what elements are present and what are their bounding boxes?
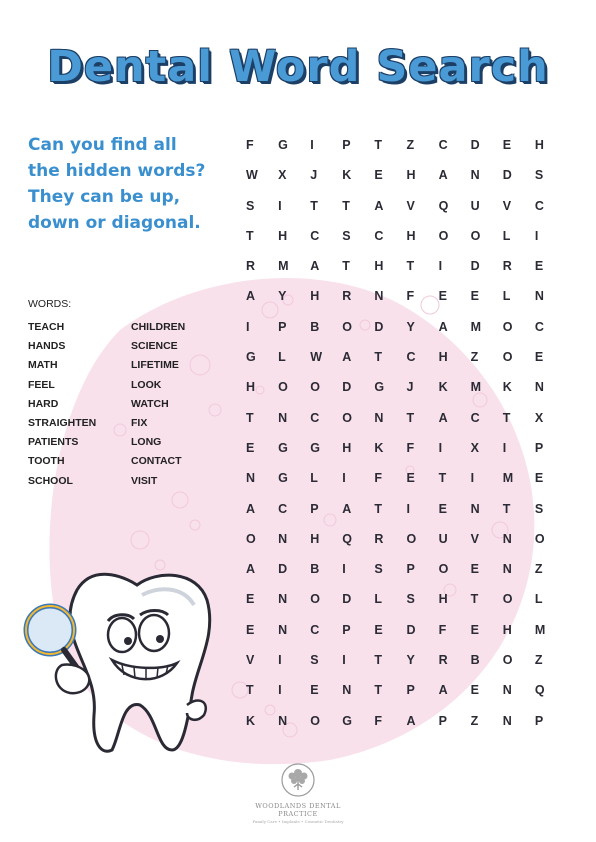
grid-letter: H — [406, 228, 416, 243]
word-list-item: SCHOOL — [28, 474, 73, 487]
grid-letter: F — [438, 622, 447, 637]
grid-letter: R — [246, 259, 256, 274]
grid-letter: N — [278, 410, 288, 425]
word-list-item: CONTACT — [131, 455, 182, 468]
word-list-right — [131, 318, 185, 491]
word-list-item: TOOTH — [28, 455, 65, 468]
grid-letter: O — [278, 380, 288, 395]
grid-letter: M — [534, 622, 546, 637]
grid-letter: K — [342, 168, 352, 183]
grid-letter: X — [278, 168, 287, 183]
grid-letter: H — [406, 168, 416, 183]
grid-letter: O — [470, 228, 481, 243]
grid-letter: T — [470, 592, 479, 607]
grid-letter: Q — [342, 531, 353, 546]
grid-letter: A — [438, 410, 448, 425]
grid-letter: N — [278, 713, 288, 728]
grid-letter: A — [438, 168, 448, 183]
grid-letter: B — [470, 653, 480, 668]
grid-letter: P — [278, 319, 287, 334]
grid-letter: C — [470, 410, 480, 425]
word-list-item: FEEL — [28, 378, 55, 391]
grid-letter: W — [246, 168, 258, 183]
grid-letter: D — [278, 562, 288, 577]
page-title: Dental Word Search — [47, 42, 549, 92]
grid-letter: F — [406, 289, 415, 304]
grid-letter: A — [374, 198, 384, 213]
word-list-item: HANDS — [28, 340, 66, 353]
grid-letter: P — [406, 562, 415, 577]
grid-letter: P — [310, 501, 319, 516]
grid-letter: E — [534, 259, 544, 274]
word-list-item: PATIENTS — [28, 436, 79, 449]
grid-letter: L — [374, 592, 383, 607]
grid-letter: V — [470, 531, 479, 546]
instruction-line: They can be up, — [28, 187, 181, 207]
grid-letter: P — [342, 138, 351, 152]
grid-letter: O — [438, 228, 449, 243]
grid-letter: G — [278, 440, 288, 455]
grid-letter: Q — [534, 683, 545, 698]
grid-letter: E — [374, 168, 383, 183]
grid-letter: W — [310, 350, 322, 365]
grid-letter: O — [246, 531, 256, 546]
grid-letter: E — [502, 138, 512, 152]
grid-letter: N — [374, 289, 384, 304]
grid-letter: S — [406, 592, 415, 607]
grid-letter: X — [470, 440, 479, 455]
grid-letter: T — [310, 198, 318, 213]
grid-letter: A — [438, 319, 448, 334]
word-list-left — [28, 318, 96, 491]
word-list-item: FIX — [131, 417, 148, 430]
grid-letter: I — [534, 228, 539, 243]
grid-letter: C — [374, 228, 384, 243]
grid-letter: Z — [470, 713, 479, 728]
tooth-mascot-illustration — [22, 555, 222, 755]
grid-letter: E — [470, 289, 479, 304]
grid-letter: T — [246, 410, 254, 425]
words-heading: WORDS: — [28, 298, 72, 310]
grid-letter: I — [470, 471, 475, 486]
grid-letter: E — [534, 350, 544, 365]
grid-letter: T — [342, 259, 350, 274]
grid-letter: S — [342, 228, 351, 243]
grid-letter: O — [342, 410, 353, 425]
grid-letter: Z — [406, 138, 415, 152]
word-search-grid — [242, 138, 563, 744]
tree-logo-icon — [280, 762, 316, 798]
grid-letter: D — [406, 622, 416, 637]
grid-letter: J — [406, 380, 414, 395]
word-list-item: MATH — [28, 359, 58, 372]
grid-letter: N — [278, 531, 288, 546]
grid-letter: O — [502, 350, 513, 365]
grid-letter: G — [342, 713, 353, 728]
grid-letter: S — [534, 501, 544, 516]
grid-letter: M — [502, 471, 514, 486]
grid-letter: Z — [470, 350, 479, 365]
word-list-item: VISIT — [131, 474, 158, 487]
grid-letter: E — [470, 562, 479, 577]
grid-letter: T — [246, 683, 254, 698]
grid-letter: F — [374, 713, 383, 728]
grid-letter: E — [246, 622, 255, 637]
grid-letter: G — [246, 350, 256, 365]
grid-letter: S — [246, 198, 255, 213]
grid-letter: O — [502, 653, 513, 668]
grid-letter: A — [246, 501, 256, 516]
instruction-line: the hidden words? — [28, 161, 206, 181]
grid-letter: L — [278, 350, 286, 365]
grid-letter: V — [406, 198, 415, 213]
grid-letter: N — [534, 380, 544, 395]
grid-letter: S — [310, 653, 319, 668]
grid-letter: T — [502, 501, 511, 516]
word-list-item: HARD — [28, 397, 59, 410]
grid-letter: N — [470, 168, 480, 183]
grid-letter: E — [438, 289, 447, 304]
practice-tagline: Family Care • Implants • Cosmetic Dentistry — [252, 819, 344, 824]
grid-letter: H — [438, 350, 448, 365]
grid-letter: Y — [406, 319, 415, 334]
grid-letter: C — [438, 138, 448, 152]
grid-letter: S — [534, 168, 544, 183]
grid-letter: O — [310, 380, 320, 395]
word-list-item: SCIENCE — [131, 340, 178, 353]
grid-letter: T — [374, 683, 383, 698]
grid-letter: O — [438, 562, 449, 577]
grid-letter: G — [374, 380, 385, 395]
grid-letter: C — [406, 350, 416, 365]
word-list-item: WATCH — [131, 397, 169, 410]
grid-letter: P — [438, 713, 447, 728]
grid-letter: C — [310, 228, 320, 243]
grid-letter: E — [246, 440, 255, 455]
grid-letter: R — [342, 289, 352, 304]
grid-letter: N — [502, 683, 512, 698]
grid-letter: T — [374, 350, 383, 365]
grid-letter: C — [534, 198, 544, 213]
grid-letter: H — [374, 259, 384, 274]
grid-letter: H — [310, 289, 320, 304]
grid-letter: D — [342, 380, 352, 395]
grid-letter: A — [246, 562, 256, 577]
grid-letter: K — [502, 380, 512, 395]
grid-letter: P — [406, 683, 415, 698]
grid-letter: I — [438, 440, 443, 455]
grid-letter: N — [278, 592, 288, 607]
grid-letter: E — [438, 501, 447, 516]
grid-letter: V — [246, 653, 255, 668]
grid-letter: H — [342, 440, 352, 455]
word-list-item: LIFETIME — [131, 359, 179, 372]
grid-letter: O — [502, 592, 513, 607]
grid-letter: T — [374, 138, 383, 152]
grid-letter: T — [406, 259, 415, 274]
grid-letter: E — [534, 471, 544, 486]
grid-letter: H — [534, 138, 544, 152]
grid-letter: E — [310, 683, 319, 698]
grid-letter: O — [534, 531, 545, 546]
grid-letter: T — [374, 653, 383, 668]
grid-letter: N — [342, 683, 352, 698]
grid-letter: I — [310, 138, 314, 152]
grid-letter: E — [470, 683, 479, 698]
grid-letter: N — [534, 289, 544, 304]
grid-letter: F — [246, 138, 254, 152]
grid-letter: H — [278, 228, 288, 243]
grid-letter: N — [502, 531, 512, 546]
grid-letter: D — [470, 138, 480, 152]
grid-letter: O — [502, 319, 513, 334]
grid-letter: K — [438, 380, 448, 395]
grid-letter: L — [502, 228, 511, 243]
grid-letter: N — [246, 471, 256, 486]
grid-letter: N — [502, 562, 512, 577]
grid-letter: R — [438, 653, 448, 668]
grid-letter: E — [406, 471, 415, 486]
grid-letter: P — [534, 440, 544, 455]
grid-letter: I — [438, 259, 443, 274]
grid-letter: T — [246, 228, 254, 243]
grid-letter: T — [438, 471, 447, 486]
grid-letter: S — [374, 562, 383, 577]
instructions — [28, 132, 238, 236]
grid-letter: K — [374, 440, 384, 455]
grid-letter: V — [502, 198, 512, 213]
grid-letter: R — [502, 259, 512, 274]
grid-letter: D — [374, 319, 384, 334]
grid-letter: Y — [278, 289, 287, 304]
grid-letter: G — [278, 138, 288, 152]
grid-letter: I — [342, 653, 346, 668]
grid-letter: F — [374, 471, 383, 486]
word-list-item: CHILDREN — [131, 321, 186, 333]
grid-letter: U — [438, 531, 448, 546]
instruction-line: Can you find all — [28, 135, 177, 155]
grid-letter: Q — [438, 198, 449, 213]
grid-letter: O — [406, 531, 417, 546]
grid-letter: D — [470, 259, 480, 274]
grid-letter: C — [310, 622, 320, 637]
grid-letter: D — [342, 592, 352, 607]
grid-letter: Z — [534, 653, 543, 668]
grid-letter: I — [342, 471, 346, 486]
grid-letter: T — [502, 410, 511, 425]
grid-letter: A — [406, 713, 416, 728]
grid-letter: B — [310, 319, 320, 334]
grid-letter: C — [534, 319, 544, 334]
grid-letter: P — [534, 713, 544, 728]
grid-letter: G — [310, 440, 320, 455]
grid-letter: C — [278, 501, 288, 516]
grid-letter: A — [342, 501, 352, 516]
grid-letter: B — [310, 562, 320, 577]
grid-letter: A — [342, 350, 352, 365]
grid-letter: A — [438, 683, 448, 698]
grid-letter: E — [470, 622, 479, 637]
grid-letter: J — [310, 168, 318, 183]
grid-letter: E — [246, 592, 255, 607]
grid-letter: I — [502, 440, 507, 455]
grid-letter: T — [406, 410, 415, 425]
word-list-item: STRAIGHTEN — [28, 417, 97, 430]
grid-letter: C — [310, 410, 320, 425]
word-list-item: TEACH — [28, 321, 65, 333]
grid-letter: O — [342, 319, 353, 334]
grid-letter: M — [470, 380, 482, 395]
grid-letter: N — [470, 501, 480, 516]
word-list-item: LONG — [131, 436, 162, 449]
grid-letter: I — [278, 653, 282, 668]
grid-letter: N — [278, 622, 288, 637]
grid-letter: O — [310, 713, 320, 728]
grid-letter: E — [374, 622, 383, 637]
grid-letter: N — [502, 713, 512, 728]
grid-letter: T — [342, 198, 350, 213]
grid-letter: I — [246, 319, 250, 334]
grid-letter: Z — [534, 562, 543, 577]
grid-letter: H — [502, 622, 512, 637]
grid-letter: Y — [406, 653, 415, 668]
grid-letter: L — [502, 289, 511, 304]
grid-letter: H — [246, 380, 256, 395]
grid-letter: H — [310, 531, 320, 546]
practice-name: WOODLANDS DENTAL PRACTICE — [255, 802, 341, 818]
word-list-item: LOOK — [131, 378, 162, 391]
practice-logo — [238, 762, 358, 824]
grid-letter: A — [310, 259, 320, 274]
grid-letter: M — [278, 259, 289, 274]
grid-letter: L — [534, 592, 543, 607]
grid-letter: X — [534, 410, 544, 425]
grid-letter: N — [374, 410, 384, 425]
grid-letter: L — [310, 471, 318, 486]
grid-letter: T — [374, 501, 383, 516]
grid-letter: A — [246, 289, 256, 304]
grid-letter: M — [470, 319, 482, 334]
grid-letter: O — [310, 592, 320, 607]
grid-letter: I — [342, 562, 346, 577]
grid-letter: I — [278, 683, 282, 698]
grid-letter: U — [470, 198, 480, 213]
grid-letter: F — [406, 440, 415, 455]
grid-letter: I — [406, 501, 410, 516]
grid-letter: D — [502, 168, 512, 183]
grid-letter: P — [342, 622, 351, 637]
grid-letter: K — [246, 713, 256, 728]
grid-letter: R — [374, 531, 384, 546]
grid-letter: G — [278, 471, 288, 486]
grid-letter: H — [438, 592, 448, 607]
instruction-line: down or diagonal. — [28, 213, 201, 233]
grid-letter: I — [278, 198, 282, 213]
